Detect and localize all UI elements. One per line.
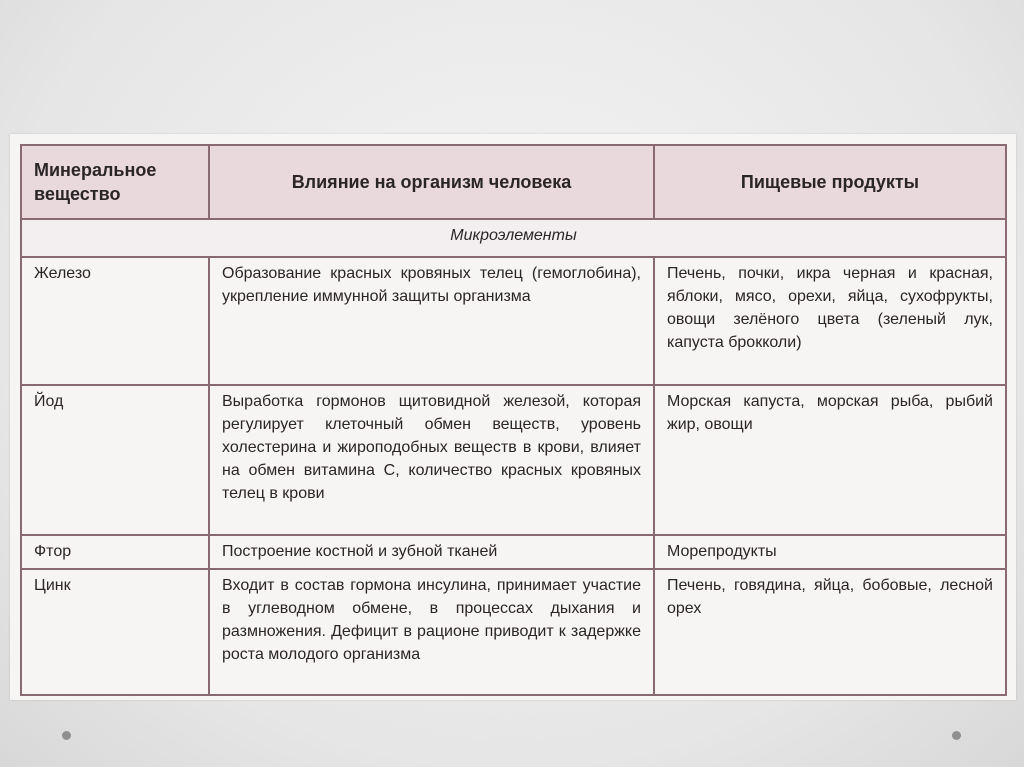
mineral-name: Цинк bbox=[21, 569, 209, 695]
minerals-table bbox=[20, 144, 1007, 696]
mineral-food: Морская капуста, морская рыба, рыбий жир, овощи bbox=[654, 385, 1006, 535]
mineral-effect: Входит в состав гормона инсулина, принимает участие в углеводном обмене, в процессах дыхания и размножения. Дефицит в рационе приводит к задержке роста молодого организма bbox=[209, 569, 654, 695]
mineral-food: Печень, говядина, яйца, бобовые, лесной орех bbox=[654, 569, 1006, 695]
mineral-name: Йод bbox=[21, 385, 209, 535]
mineral-effect: Построение костной и зубной тканей bbox=[209, 535, 654, 569]
slide-nav-dot-right bbox=[952, 731, 961, 740]
table-row bbox=[21, 385, 1006, 535]
table-header-row bbox=[21, 145, 1006, 219]
table-row bbox=[21, 569, 1006, 695]
section-title: Микроэлементы bbox=[21, 219, 1006, 257]
mineral-effect: Образование красных кровяных телец (гемоглобина), укрепление иммунной защиты организма bbox=[209, 257, 654, 385]
header-food: Пищевые продукты bbox=[654, 145, 1006, 219]
mineral-effect: Выработка гормонов щитовидной железой, которая регулирует клеточный обмен веществ, уровень холестерина и жироподобных веществ в крови, влияет на обмен витамина С, количество красных кровяных телец в крови bbox=[209, 385, 654, 535]
mineral-name: Фтор bbox=[21, 535, 209, 569]
mineral-name: Железо bbox=[21, 257, 209, 385]
mineral-food: Печень, почки, икра черная и красная, яблоки, мясо, орехи, яйца, сухофрукты, овощи зелёного цвета (зеленый лук, капуста брокколи) bbox=[654, 257, 1006, 385]
header-mineral: Минеральное вещество bbox=[21, 145, 209, 219]
table-row bbox=[21, 535, 1006, 569]
section-row bbox=[21, 219, 1006, 257]
mineral-food: Морепродукты bbox=[654, 535, 1006, 569]
slide-nav-dot-left bbox=[62, 731, 71, 740]
table-row bbox=[21, 257, 1006, 385]
header-effect: Влияние на организм человека bbox=[209, 145, 654, 219]
scanned-table-image bbox=[10, 134, 1016, 700]
